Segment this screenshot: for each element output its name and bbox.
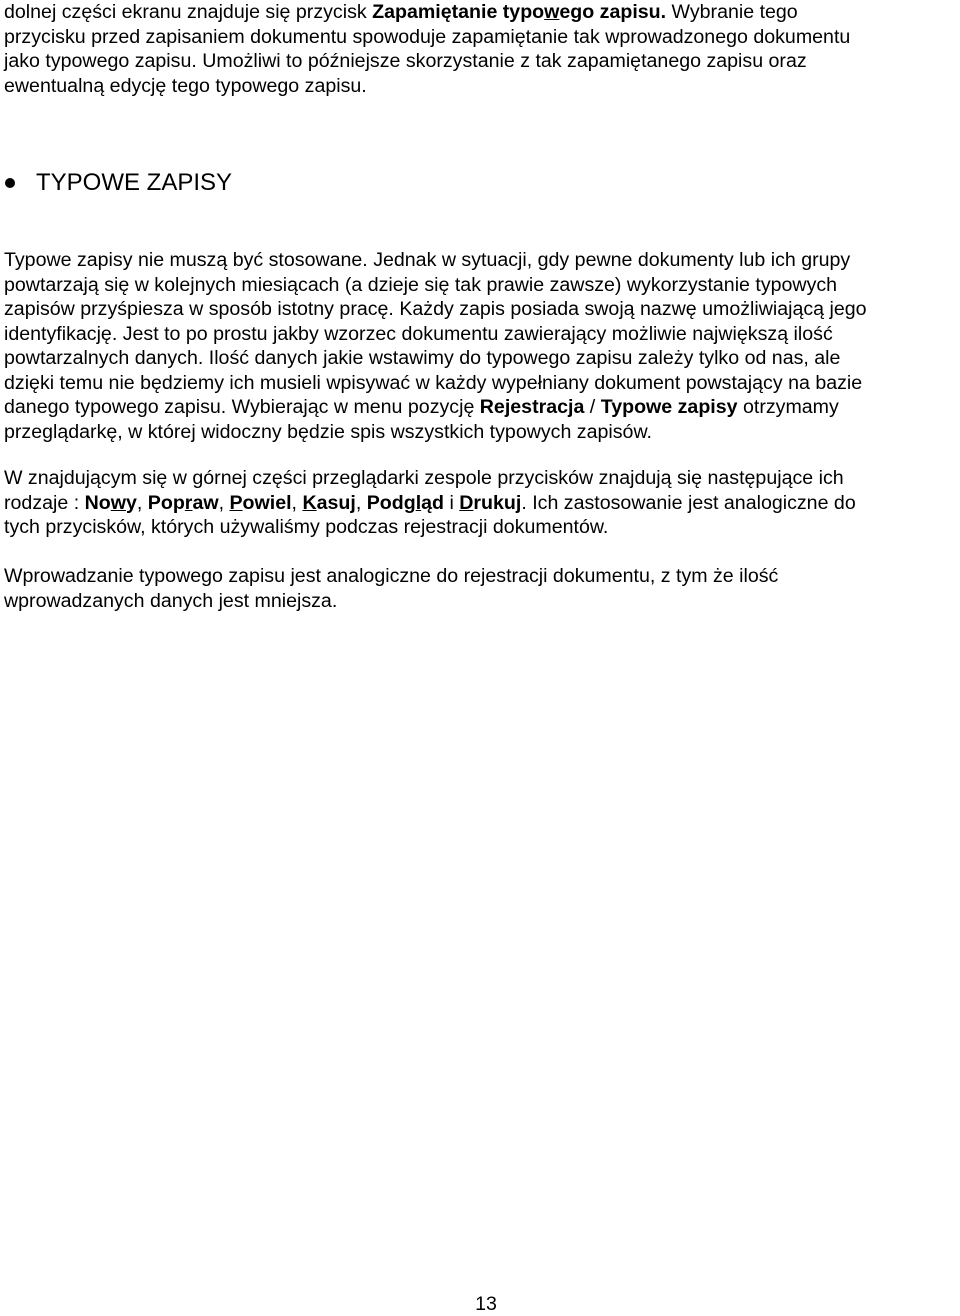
button-name-kasuj: Kasuj xyxy=(302,491,356,514)
text-line: wprowadzanych danych jest mniejsza. xyxy=(4,589,338,612)
buttons-paragraph xyxy=(4,466,956,540)
text-line: przycisku przed zapisaniem dokumentu spowoduje zapamiętanie tak wprowadzonego dokumentu xyxy=(4,25,851,48)
text-line: danego typowego zapisu. Wybierając w menu pozycję Rejestracja / Typowe zapisy otrzymamy xyxy=(4,396,839,418)
text-line: W znajdującym się w górnej części przeglądarki zespole przycisków znajdują się następujące ich xyxy=(4,467,844,489)
section-title: TYPOWE ZAPISY xyxy=(36,169,233,196)
button-name-powiel: Powiel xyxy=(229,491,292,514)
button-name-popraw: Popraw xyxy=(147,491,219,514)
submenu-item-name: Typowe zapisy xyxy=(600,396,738,418)
text-line: tych przycisków, których używaliśmy podczas rejestracji dokumentów. xyxy=(4,516,609,538)
text-line: jako typowego zapisu. Umożliwi to późniejsze skorzystanie z tak zapamiętanego zapisu oraz xyxy=(4,50,807,72)
text-line: Typowe zapisy nie muszą być stosowane. Jednak w sytuacji, gdy pewne dokumenty lub ich grupy xyxy=(4,249,851,271)
text-line: dzięki temu nie będziemy ich musieli wpisywać w każdy wypełniany dokument powstający na bazie xyxy=(4,371,863,394)
text-line: ewentualną edycję tego typowego zapisu. xyxy=(4,74,367,97)
text-line: powtarzają się w kolejnych miesiącach (a dzieje się tak prawie zawsze) wykorzystanie typowych xyxy=(4,273,838,296)
text-line: dolnej części ekranu znajduje się przycisk Zapamiętanie typowego zapisu. Wybranie tego xyxy=(4,1,798,23)
menu-item-name: Rejestracja xyxy=(479,396,585,418)
text-line: Wprowadzanie typowego zapisu jest analogiczne do rejestracji dokumentu, z tym że ilość xyxy=(4,565,779,587)
text-line: przeglądarkę, w której widoczny będzie spis wszystkich typowych zapisów. xyxy=(4,420,652,443)
bullet-icon xyxy=(5,178,15,188)
save-template-button-name: Zapamiętanie typowego zapisu. xyxy=(372,1,667,23)
section-heading xyxy=(4,168,232,198)
intro-paragraph xyxy=(4,0,956,98)
entry-paragraph xyxy=(4,564,956,613)
text-line: rodzaje : Nowy, Popraw, Powiel, Kasuj, Podgląd i Drukuj. Ich zastosowanie jest analogiczne do xyxy=(4,491,856,514)
text-line: zapisów przyśpiesza w sposób istotny pracę. Każdy zapis posiada swoją nazwę umożliwiającą jego xyxy=(4,298,867,320)
text-line: powtarzalnych danych. Ilość danych jakie wstawimy do typowego zapisu zależy tylko od nas, ale xyxy=(4,347,841,369)
button-name-nowy: Nowy xyxy=(84,491,137,514)
button-name-drukuj: Drukuj xyxy=(459,491,522,514)
text-line: identyfikację. Jest to po prostu jakby wzorzec dokumentu zawierający możliwie największą ilość xyxy=(4,322,833,345)
button-name-podglad: Podgląd xyxy=(366,491,445,514)
page-number: 13 xyxy=(475,1293,497,1315)
typical-records-paragraph xyxy=(4,248,956,444)
